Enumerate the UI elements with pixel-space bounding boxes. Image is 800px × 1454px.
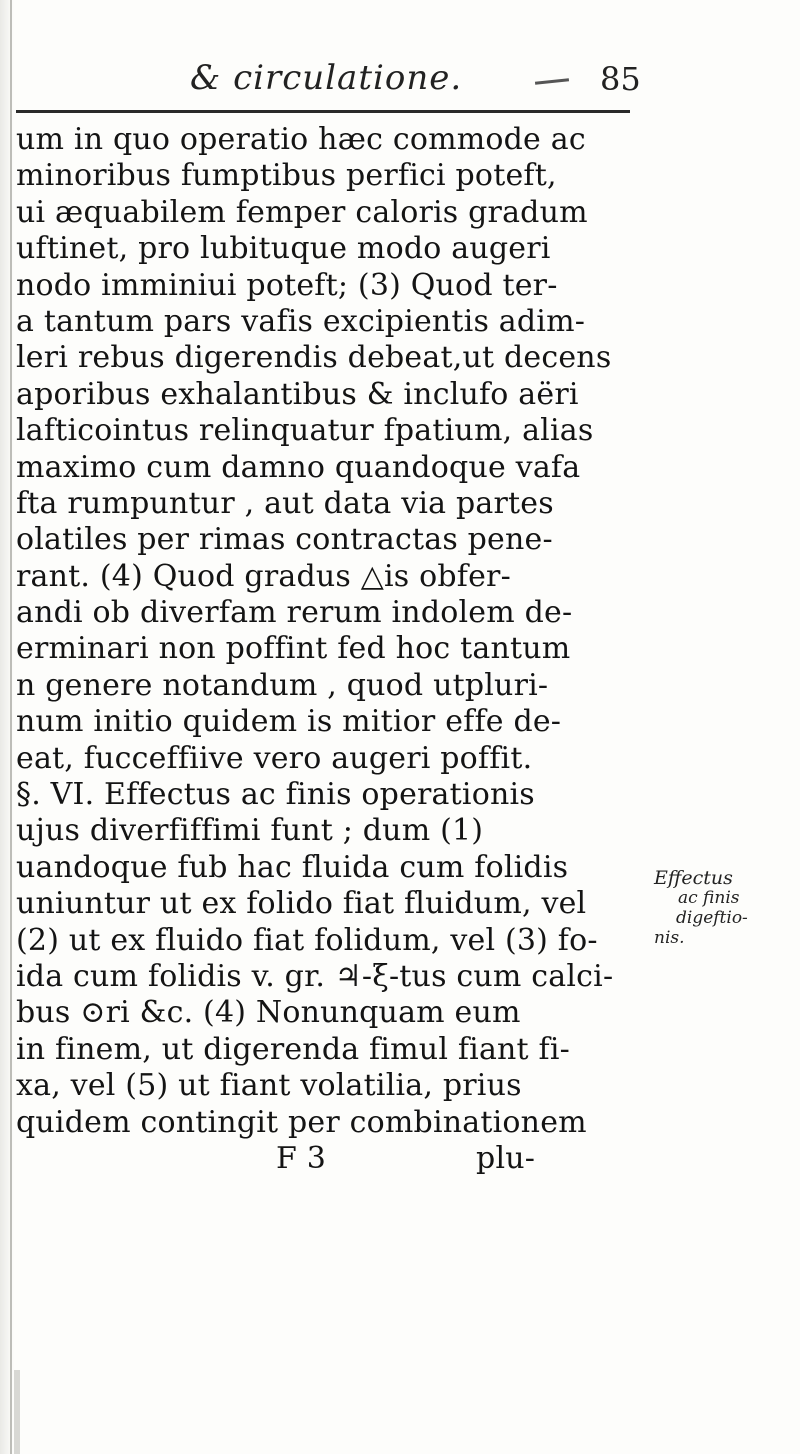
page-edge-shading	[14, 1370, 20, 1454]
text-line: num initio quidem is mitior effe de-	[16, 704, 562, 740]
text-line: a tantum pars vafis excipientis adim-	[16, 303, 586, 339]
header-rule	[16, 110, 630, 113]
margin-note-line: Effectus	[654, 867, 733, 889]
text-line: lafticointus relinquatur fpatium, alias	[16, 413, 594, 449]
catchword: plu-	[476, 1140, 536, 1176]
text-line: aporibus exhalantibus & inclufo aëri	[16, 376, 579, 412]
text-line: (2) ut ex fluido fiat folidum, vel (3) fo-	[16, 922, 598, 958]
signature-mark: F 3	[276, 1140, 327, 1176]
text-line: um in quo operatio hæc commode ac	[16, 122, 586, 157]
text-line: maximo cum damno quandoque vafa	[16, 449, 581, 485]
running-head: & circulatione.	[190, 58, 463, 98]
text-line: rant. (4) Quod gradus △is obfer-	[16, 558, 511, 594]
text-line: erminari non poffint fed hoc tantum	[16, 631, 571, 667]
text-line: ida cum folidis v. gr. ♃-ξ-tus cum calci-	[16, 958, 614, 994]
text-line: xa, vel (5) ut fiant volatilia, prius	[16, 1068, 522, 1104]
section-heading-line: §. VI. Effectus ac finis operationis	[16, 777, 535, 813]
signature-line	[16, 1141, 646, 1177]
text-line: andi ob diverfam rerum indolem de-	[16, 595, 573, 631]
text-line: olatiles per rimas contractas pene-	[16, 522, 553, 558]
text-line: bus ⊙ri &c. (4) Nonunquam eum	[16, 995, 521, 1031]
text-line: fta rumpuntur , aut data via partes	[16, 485, 554, 521]
text-line: leri rebus digerendis debeat,ut decens	[16, 340, 612, 376]
text-line: uandoque fub hac fluida cum folidis	[16, 849, 569, 885]
text-line: uniuntur ut ex folido fiat fluidum, vel	[16, 886, 587, 922]
text-line: quidem contingit per combinationem	[16, 1104, 587, 1140]
body-text	[16, 122, 646, 1177]
text-line: ujus diverfiffimi funt ; dum (1)	[16, 813, 484, 849]
text-line: ui æquabilem femper caloris gradum	[16, 194, 588, 230]
margin-note	[654, 868, 764, 948]
margin-note-line: ac finis	[678, 888, 740, 908]
text-line: eat, fucceffiive vero augeri poffit.	[16, 740, 533, 776]
page-edge-line	[10, 0, 12, 1454]
text-line: minoribus fumptibus perfici poteft,	[16, 158, 557, 194]
page-number: 85	[600, 60, 641, 98]
text-line: n genere notandum , quod utpluri-	[16, 667, 549, 703]
text-line: nodo imminiui poteft; (3) Quod ter-	[16, 267, 558, 303]
margin-note-line: nis.	[654, 928, 685, 948]
header-ornament-dash	[535, 78, 569, 85]
text-line: in finem, ut digerenda fimul fiant fi-	[16, 1031, 570, 1067]
text-line: uftinet, pro lubituque modo augeri	[16, 231, 551, 267]
margin-note-line: digeftio-	[676, 908, 748, 928]
